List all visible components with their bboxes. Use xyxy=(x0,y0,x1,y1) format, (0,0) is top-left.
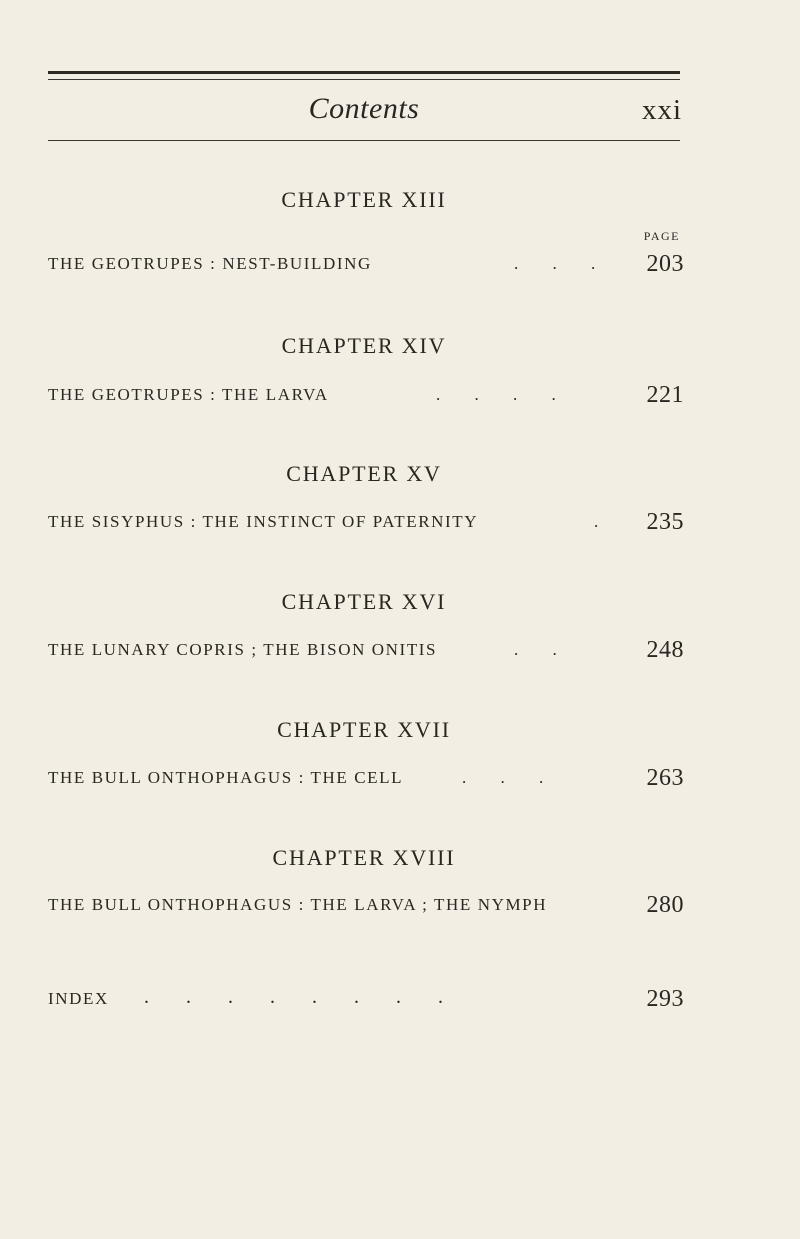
toc-entry-leader: . xyxy=(594,512,599,531)
toc-entry-page: 203 xyxy=(646,251,684,277)
toc-index-title: INDEX xyxy=(48,989,109,1008)
running-title: Contents xyxy=(308,92,420,125)
toc-entry-title: THE BULL ONTHOPHAGUS : THE LARVA ; THE NYMPH xyxy=(48,895,548,914)
chapter-heading: CHAPTER XVI xyxy=(281,589,447,614)
chapter-heading: CHAPTER XVIII xyxy=(272,845,456,870)
toc-entry-leader: . . xyxy=(514,640,557,659)
toc-entry-leader: . . . xyxy=(514,254,596,273)
toc-entry-title: THE GEOTRUPES : THE LARVA xyxy=(48,385,329,404)
header-rule-bottom xyxy=(48,140,680,141)
toc-entry-page: 235 xyxy=(646,509,684,535)
page-column-label: PAGE xyxy=(643,229,680,243)
toc-index-leader: . . . . . . . . xyxy=(144,986,443,1008)
toc-entry-title: THE GEOTRUPES : NEST-BUILDING xyxy=(48,254,372,273)
toc-entry-page: 221 xyxy=(646,382,684,408)
chapter-heading: CHAPTER XV xyxy=(286,461,442,486)
toc-entry-page: 248 xyxy=(646,637,684,663)
toc-entry-title: THE LUNARY COPRIS ; THE BISON ONITIS xyxy=(48,640,438,659)
toc-entry-leader: . . . xyxy=(462,768,544,787)
toc-entry-title: THE BULL ONTHOPHAGUS : THE CELL xyxy=(48,768,404,787)
toc-index-page: 293 xyxy=(646,986,684,1012)
toc-entry-page: 280 xyxy=(646,892,684,918)
toc-entry-title: THE SISYPHUS : THE INSTINCT OF PATERNITY xyxy=(48,512,479,531)
toc-entry-page: 263 xyxy=(646,765,684,791)
header-rule-thick xyxy=(48,71,680,74)
chapter-heading: CHAPTER XIV xyxy=(281,333,447,358)
chapter-heading: CHAPTER XVII xyxy=(277,717,451,742)
chapter-heading: CHAPTER XIII xyxy=(281,187,447,212)
page-folio: xxi xyxy=(641,94,682,126)
header-rule-thin xyxy=(48,79,680,80)
toc-entry-leader: . . . . xyxy=(436,385,556,404)
